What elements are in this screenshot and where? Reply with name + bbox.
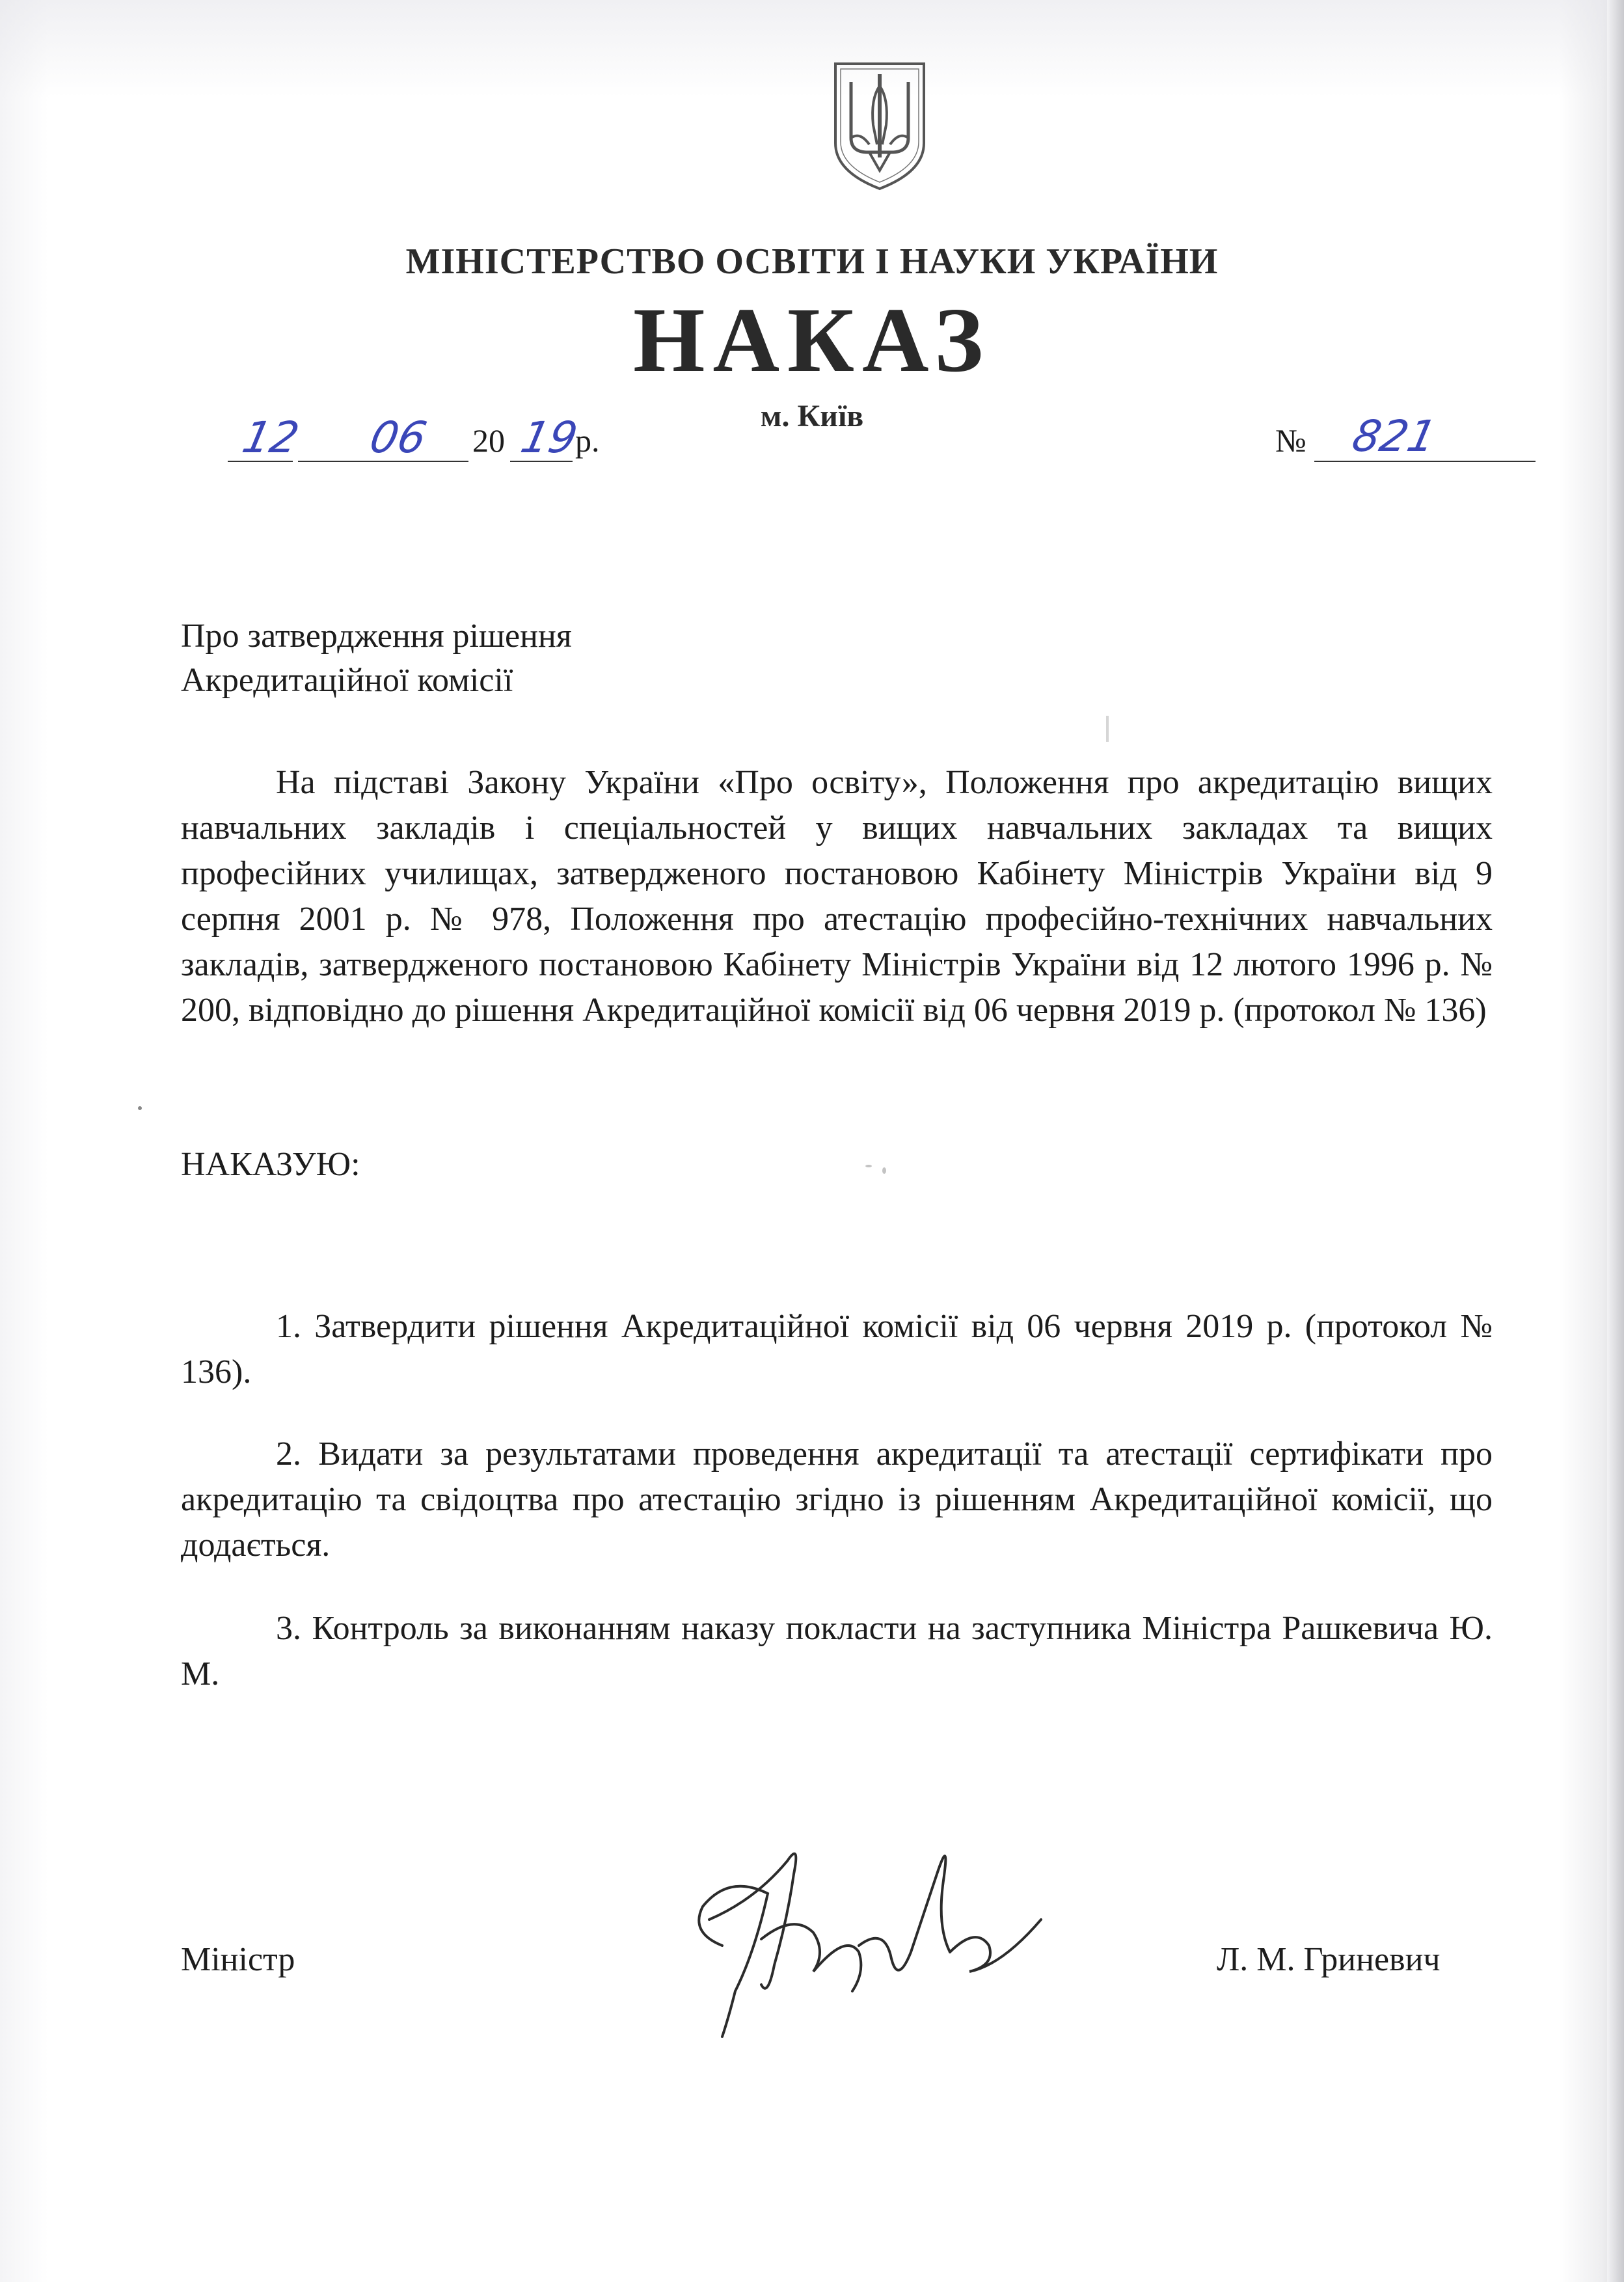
date-year-suffix: 19 (516, 413, 582, 463)
preamble-paragraph: На підставі Закону України «Про освіту», Положення про акредитацію вищих навчальних закладів і спеціальностей у вищих навчальних закладах та вищих професійних училищах, затвердженого постановою Кабінету Міністрів України від 9 серпня 2001 р. № 978, Положення про атестацію професійно-технічних навчальних закладів, затвердженого постановою Кабінету Міністрів України від 12 лютого 1996 р. № 200, відповідно до рішення Акредитаційної комісії від 06 червня 2019 р. (протокол № 136) (181, 764, 1493, 1029)
ministry-name: МІНІСТЕРСТВО ОСВІТИ І НАУКИ УКРАЇНИ (405, 241, 1219, 282)
scan-mark (1106, 716, 1109, 742)
signatory-position: Міністр (181, 1941, 295, 1978)
subject-line-2: Акредитаційної комісії (181, 662, 513, 699)
order-subject (181, 614, 572, 703)
order-item-1: 1. Затвердити рішення Акредитаційної комісії від 06 червня 2019 р. (протокол № 136). (181, 1308, 1493, 1391)
trident-emblem-icon (832, 60, 928, 191)
document-title: НАКАЗ (633, 288, 991, 391)
number-label: № (1275, 422, 1306, 459)
subject-line-1: Про затвердження рішення (181, 618, 572, 655)
order-number (1275, 411, 1536, 469)
date-line (228, 413, 683, 469)
signatory-name: Л. М. Гриневич (1217, 1941, 1441, 1978)
order-item-2: 2. Видати за результатами проведення акредитації та атестації сертифікати про акредитацію та свідоцтва про атестацію згідно із рішенням Акредитаційної комісії, що додається. (181, 1435, 1493, 1564)
number-value: 821 (1347, 411, 1441, 461)
order-word: НАКАЗУЮ: (181, 1146, 360, 1183)
scan-speck (882, 1167, 886, 1174)
scan-shadow (0, 0, 1624, 98)
date-day: 12 (237, 413, 304, 463)
date-suffix: р. (575, 422, 600, 459)
issue-city: м. Київ (760, 399, 864, 433)
scan-speck (865, 1165, 872, 1167)
scan-speck (138, 1106, 142, 1110)
date-month: 06 (365, 413, 431, 463)
handwritten-signature (664, 1822, 1054, 2056)
order-item-3: 3. Контроль за виконанням наказу покласти на заступника Міністра Рашкевича Ю. М. (181, 1610, 1493, 1692)
date-year-prefix: 20 (472, 422, 505, 459)
